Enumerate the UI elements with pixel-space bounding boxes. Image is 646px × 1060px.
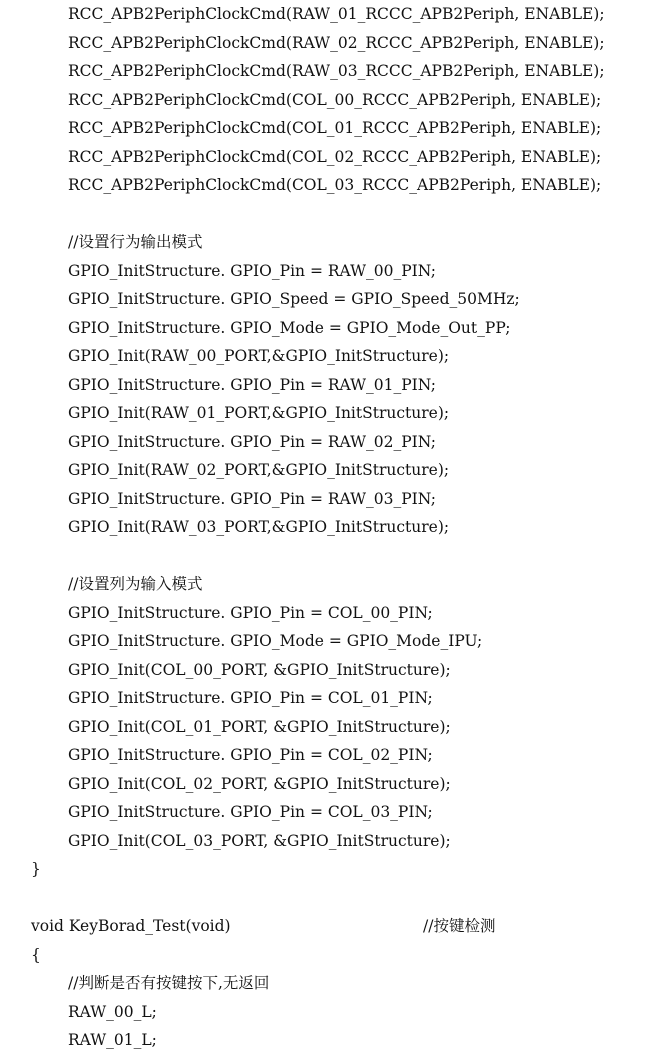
code-line: GPIO_InitStructure. GPIO_Pin = RAW_01_PIN; [68, 375, 437, 394]
code-line: RCC_APB2PeriphClockCmd(COL_01_RCCC_APB2Periph, ENABLE); [68, 119, 602, 137]
code-comment: //判断是否有按键按下,无返回 [68, 974, 270, 992]
code-line: GPIO_Init(COL_03_PORT, &GPIO_InitStructure); [68, 831, 451, 850]
code-line: GPIO_Init(RAW_02_PORT,&GPIO_InitStructure); [68, 461, 450, 479]
code-line: RCC_APB2PeriphClockCmd(COL_00_RCCC_APB2Periph, ENABLE); [68, 90, 602, 109]
code-line: RAW_01_L; [68, 1031, 157, 1049]
code-line: GPIO_Init(COL_02_PORT, &GPIO_InitStructure); [68, 774, 451, 793]
code-line: GPIO_InitStructure. GPIO_Pin = COL_00_PIN; [68, 603, 433, 622]
code-line: GPIO_InitStructure. GPIO_Pin = RAW_03_PIN; [68, 489, 437, 508]
code-line: RCC_APB2PeriphClockCmd(RAW_02_RCCC_APB2Periph, ENABLE); [68, 33, 605, 52]
code-line: RAW_00_L; [68, 1002, 157, 1021]
code-line: GPIO_InitStructure. GPIO_Mode = GPIO_Mode_Out_PP; [68, 318, 511, 337]
function-comment: //按键检测 [423, 917, 496, 935]
closing-brace: } [31, 860, 41, 878]
code-line: GPIO_InitStructure. GPIO_Mode = GPIO_Mode_IPU; [68, 632, 483, 650]
code-line: GPIO_InitStructure. GPIO_Pin = RAW_02_PIN; [68, 432, 437, 451]
code-comment: //设置列为输入模式 [68, 575, 203, 593]
code-line: GPIO_InitStructure. GPIO_Pin = COL_03_PIN; [68, 803, 433, 821]
function-signature: void KeyBorad_Test(void) [31, 917, 231, 935]
code-line: RCC_APB2PeriphClockCmd(COL_03_RCCC_APB2Periph, ENABLE); [68, 176, 602, 194]
code-line: GPIO_Init(COL_01_PORT, &GPIO_InitStructure); [68, 717, 451, 736]
opening-brace: { [31, 945, 41, 964]
code-comment: //设置行为输出模式 [68, 233, 203, 251]
code-line: RCC_APB2PeriphClockCmd(RAW_01_RCCC_APB2Periph, ENABLE); [68, 5, 605, 23]
code-line: RCC_APB2PeriphClockCmd(COL_02_RCCC_APB2Periph, ENABLE); [68, 147, 602, 166]
code-line: GPIO_Init(RAW_03_PORT,&GPIO_InitStructure); [68, 518, 450, 536]
code-line: GPIO_Init(RAW_00_PORT,&GPIO_InitStructure); [68, 347, 450, 365]
code-line: RCC_APB2PeriphClockCmd(RAW_03_RCCC_APB2Periph, ENABLE); [68, 62, 605, 80]
code-line: GPIO_Init(RAW_01_PORT,&GPIO_InitStructure); [68, 404, 450, 422]
code-line: GPIO_Init(COL_00_PORT, &GPIO_InitStructure); [68, 660, 451, 679]
code-line: GPIO_InitStructure. GPIO_Speed = GPIO_Speed_50MHz; [68, 290, 520, 308]
code-line: GPIO_InitStructure. GPIO_Pin = COL_01_PIN; [68, 689, 433, 707]
code-line: GPIO_InitStructure. GPIO_Pin = COL_02_PIN; [68, 746, 433, 764]
code-line: GPIO_InitStructure. GPIO_Pin = RAW_00_PIN; [68, 261, 437, 280]
